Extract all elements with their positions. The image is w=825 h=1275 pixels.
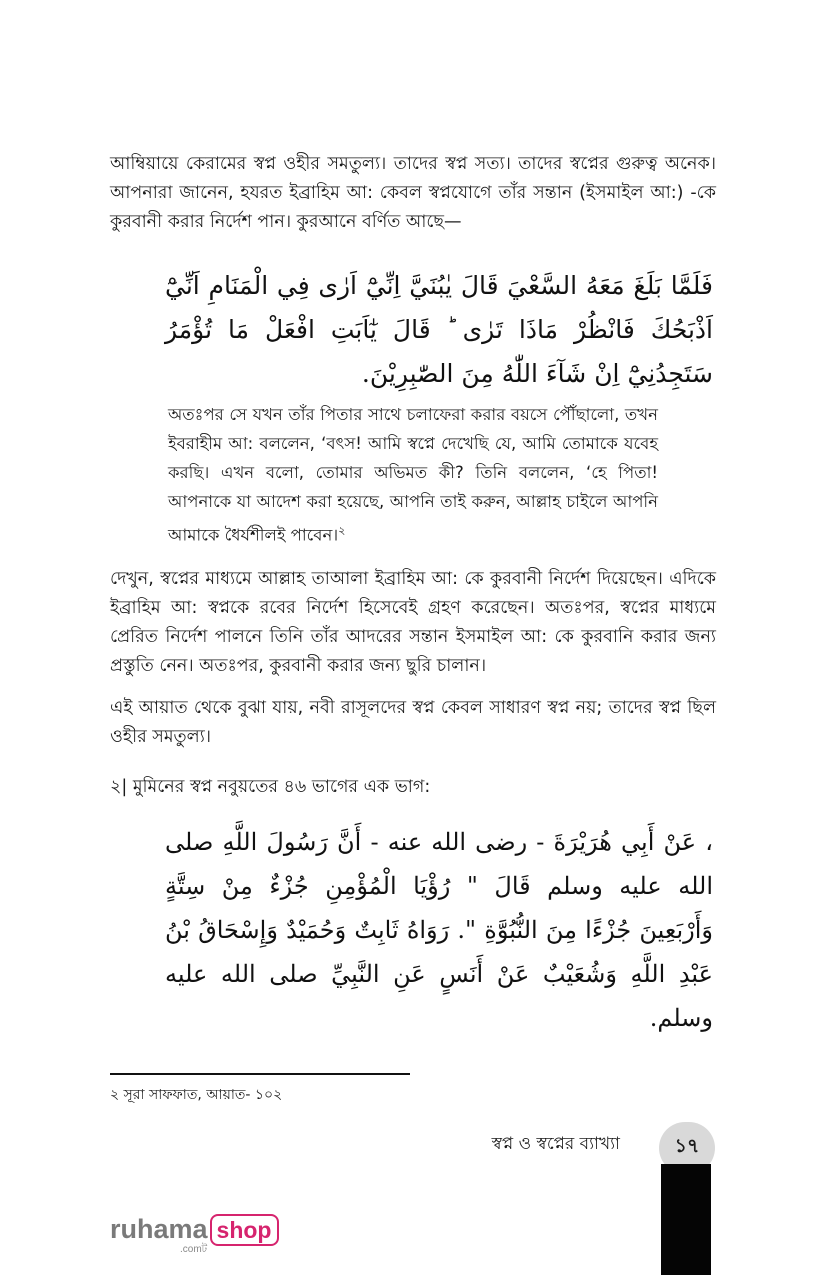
footnote-reference: ২ bbox=[338, 524, 346, 537]
section-heading: ২| মুমিনের স্বপ্ন নবুয়তের ৪৬ ভাগের এক ভাগ: bbox=[110, 777, 431, 797]
footnote-divider bbox=[110, 1073, 410, 1075]
ruhamashop-logo bbox=[110, 1212, 279, 1255]
page-number: ১৭ bbox=[659, 1122, 715, 1174]
quran-verse-arabic: فَلَمَّا بَلَغَ مَعَهُ السَّعْيَ قَالَ يٰبُنَيَّ اِنِّيْٓ اَرٰى فِي الْمَنَامِ اَنِّيْٓ اَذْبَحُكَ فَانْظُرْ مَاذَا تَرٰى ؕ قَالَ يٰٓاَبَتِ افْعَلْ مَا تُؤْمَرُ سَتَجِدُنِيْٓ اِنْ شَآءَ اللّٰهُ مِنَ الصّٰبِرِيْنَ. bbox=[165, 271, 713, 388]
explanation-paragraph: দেখুন, স্বপ্নের মাধ্যমে আল্লাহ তাআলা ইব্রাহিম আ: কে কুরবানী নির্দেশ দিয়েছেন। এদিকে ইব্রাহিম আ: স্বপ্নকে রবের নির্দেশ হিসেবেই গ্রহণ করেছেন। অতঃপর, স্বপ্নের মাধ্যমে প্রেরিত নির্দেশ পালনে তিনি তাঁর আদরের সন্তান ইসমাইল আ: কে কুরবানি করার জন্য প্রস্তুতি নেন। অতঃপর, কুরবানী করার জন্য ছুরি চালান। bbox=[110, 569, 716, 676]
verse-translation bbox=[168, 400, 658, 550]
thumb-tab bbox=[661, 1164, 711, 1275]
logo-text-com: .comট bbox=[180, 1244, 208, 1255]
intro-paragraph: আম্বিয়ায়ে কেরামের স্বপ্ন ওহীর সমতুল্য। তাদের স্বপ্ন সত্য। তাদের স্বপ্নের গুরুত্ব অনেক। আপনারা জানেন, হযরত ইব্রাহিম আ: কেবল স্বপ্নযোগে তাঁর সন্তান (ইসমাইল আ:) -কে কুরবানী করার নির্দেশ পান। কুরআনে বর্ণিত আছে— bbox=[110, 154, 716, 232]
footnote: ২ সূরা সাফফাত, আয়াত- ১০২ bbox=[110, 1087, 283, 1103]
logo-text-shop: shop bbox=[210, 1214, 279, 1246]
running-head: স্বপ্ন ও স্বপ্নের ব্যাখ্যা bbox=[491, 1134, 620, 1154]
verse-translation-text: অতঃপর সে যখন তাঁর পিতার সাথে চলাফেরা করার বয়সে পৌঁছালো, তখন ইবরাহীম আ: বললেন, ‘বৎস! আমি স্বপ্নে দেখেছি যে, আমি তোমাকে যবেহ করছি। এখন বলো, তোমার অভিমত কী? তিনি বললেন, ‘হে পিতা! আপনাকে যা আদেশ করা হয়েছে, আপনি তাই করুন, আল্লাহ চাইলে আপনি আমাকে ধৈর্যশীলই পাবেন। bbox=[168, 405, 658, 545]
conclusion-paragraph: এই আয়াত থেকে বুঝা যায়, নবী রাসূলদের স্বপ্ন কেবল সাধারণ স্বপ্ন নয়; তাদের স্বপ্ন ছিল ওহীর সমতুল্য। bbox=[110, 698, 716, 747]
logo-text-ruhama: ruhama bbox=[110, 1214, 208, 1244]
hadith-arabic: ، عَنْ أَبِي هُرَيْرَةَ - رضى الله عنه - أَنَّ رَسُولَ اللَّهِ صلى الله عليه وسلم قَالَ " رُؤْيَا الْمُؤْمِنِ جُزْءٌ مِنْ سِتَّةٍ وَأَرْبَعِينَ جُزْءًا مِنَ النُّبُوَّةِ ". رَوَاهُ ثَابِتٌ وَحُمَيْدٌ وَإِسْحَاقُ بْنُ عَبْدِ اللَّهِ وَشُعَيْبٌ عَنْ أَنَسٍ عَنِ النَّبِيِّ صلى الله عليه وسلم. bbox=[165, 828, 713, 1032]
